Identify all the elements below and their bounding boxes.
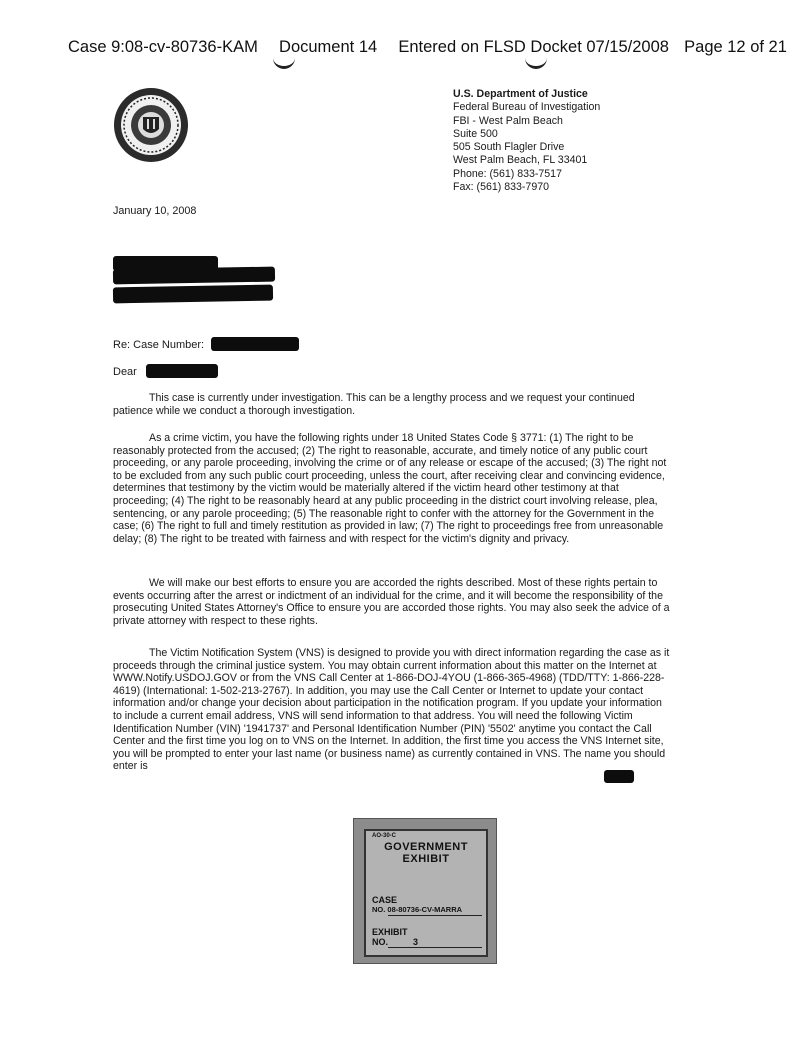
agency-street: 505 South Flagler Drive [453, 141, 565, 154]
sticker-title-line1: GOVERNMENT [384, 841, 468, 853]
re-label: Re: Case Number: [113, 339, 205, 351]
scan-mark [273, 58, 295, 69]
fbi-seal-icon [112, 86, 190, 164]
paragraph-text: We will make our best efforts to ensure you are accorded the rights described. Most of these rights pertain to events occurring after the arrest or indictment of an individual for the crime, and it will become the responsibility of the prosecuting United States Attorney's Office to ensure you are accorded those rights. You may also seek the advice of a private attorney with respect to these rights. [113, 577, 670, 627]
salutation [113, 366, 137, 378]
redaction-bar [146, 364, 218, 378]
agency-name: U.S. Department of Justice [453, 88, 588, 100]
redaction-bar [113, 267, 275, 285]
agency-suite: Suite 500 [453, 127, 498, 140]
redaction-bar [211, 337, 299, 351]
agency-office: FBI - West Palm Beach [453, 114, 563, 127]
docket-page: Page 12 of 21 [684, 38, 787, 56]
agency-fax: Fax: (561) 833-7970 [453, 181, 549, 194]
sticker-case-number: NO. 08-80736-CV-MARRA [372, 905, 463, 914]
docket-entered: Entered on FLSD Docket 07/15/2008 [398, 38, 669, 56]
sticker-title [366, 841, 486, 865]
sticker-case-label: CASE [372, 895, 398, 905]
letterhead-address [453, 88, 600, 194]
docket-header [68, 38, 787, 57]
sticker-exhibit-label: EXHIBIT [372, 927, 408, 937]
scan-mark [525, 58, 547, 69]
agency-bureau: Federal Bureau of Investigation [453, 101, 601, 114]
re-line [113, 339, 204, 351]
sticker-exhibit [372, 927, 418, 947]
letter-date: January 10, 2008 [113, 205, 197, 217]
paragraph-text: This case is currently under investigation. This can be a lengthy process and we request your continued patience while we conduct a thorough investigation. [113, 392, 635, 417]
sticker-rule [388, 947, 482, 948]
government-exhibit-sticker [353, 818, 497, 964]
sticker-title-line2: EXHIBIT [402, 853, 450, 865]
redaction-bar [604, 770, 634, 783]
redaction-bar [113, 285, 273, 304]
sticker-form-code: AO-30-C [372, 833, 397, 839]
salutation-text: Dear [113, 366, 137, 378]
docket-case: Case 9:08-cv-80736-KAM [68, 38, 258, 56]
agency-phone: Phone: (561) 833-7517 [453, 167, 562, 180]
sticker-rule [388, 915, 482, 916]
paragraph-vns [113, 647, 673, 773]
sticker-case [372, 895, 462, 915]
paragraph-rights [113, 432, 673, 545]
docket-document: Document 14 [279, 38, 378, 56]
sticker-exhibit-number: NO. 3 [372, 937, 419, 947]
paragraph-efforts [113, 577, 673, 627]
paragraph-text: As a crime victim, you have the following rights under 18 United States Code § 3771: (1) The right to be reasonably protected from the accused; (2) The right to reasonable, accurate, and timely notice of any public court proceeding, or any parole proceeding, involving the crime or of any release or escape of the accused; (3) The right not to be excluded from any such public court proceeding, unless the court, after receiving clear and convincing evidence, determines that testimony by the victim would be materially altered if the victim heard other testimony at that proceeding; (4) The right to be reasonably heard at any public proceeding in the district court involving release, plea, sentencing, or any parole proceeding; (5) The reasonable right to confer with the attorney for the Government in the case; (6) The right to full and timely restitution as provided in law; (7) The right to proceedings free from unreasonable delay; (8) The right to be treated with fairness and with respect for the victim's dignity and privacy. [113, 432, 667, 545]
agency-city: West Palm Beach, FL 33401 [453, 154, 588, 167]
paragraph-text: The Victim Notification System (VNS) is designed to provide you with direct information regarding the case as it proceeds through the criminal justice system. You may obtain current information about this matter on the Internet at WWW.Notify.USDOJ.GOV or from the VNS Call Center at 1-866-DOJ-4YOU (1-866-365-4968) (TDD/TTY: 1-866-228-4619) (International: 1-502-213-2767). In addition, you may use the Call Center or Internet to update your contact information and/or change your decision about participation in the notification program. If you update your information to include a current email address, VNS will send information to that address. You will need the following Victim Identification Number (VIN) '1941737' and Personal Identification Number (PIN) '5502' anytime you contact the Call Center and the first time you log on to VNS on the Internet. In addition, the first time you access the VNS Internet site, you will be prompted to enter your last name (or business name) as currently contained in VNS. The name you should enter is [113, 647, 670, 773]
paragraph-investigation [113, 392, 673, 417]
